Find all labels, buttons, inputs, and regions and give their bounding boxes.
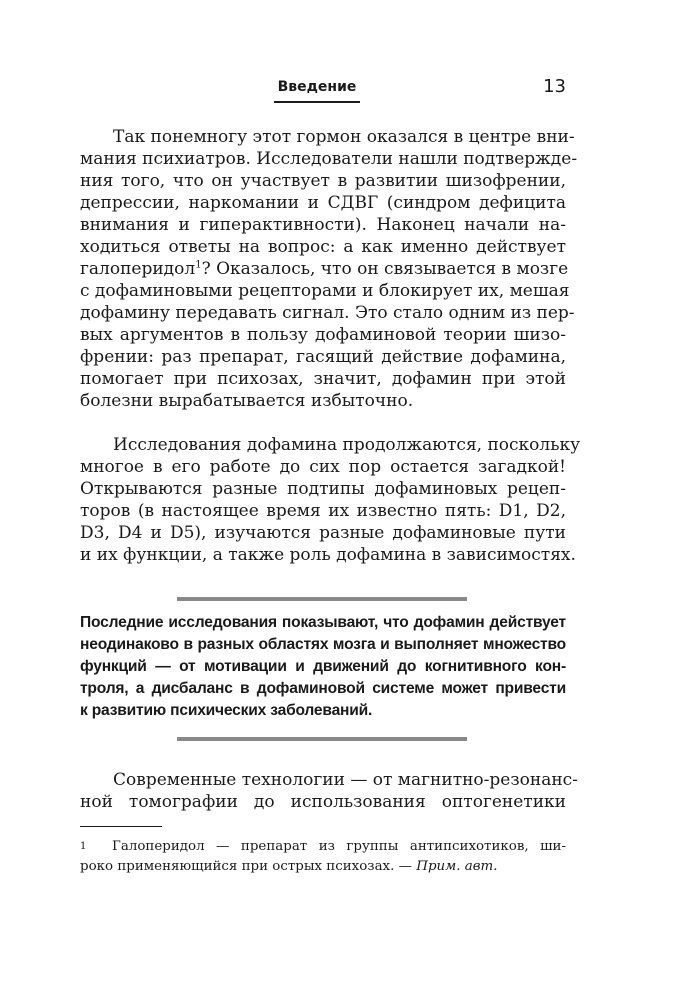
text-line: ной томографии до использования оптогенетики — [80, 792, 566, 812]
text-line: вых аргументов в пользу дофаминовой теории шизо- — [80, 325, 566, 345]
callout-line: к развитию психических заболеваний. — [80, 702, 373, 719]
text-line: Исследования дофамина продолжаются, поскольку — [113, 435, 581, 455]
text-line: ходиться ответы на вопрос: а как именно действует — [80, 237, 566, 257]
footnote-text: роко применяющийся при острых психозах. — — [80, 859, 417, 874]
callout-quote — [80, 612, 566, 722]
text-line: френии: раз препарат, гасящий действие дофамина, — [80, 347, 566, 367]
author-note: Прим. авт. — [416, 859, 498, 874]
text-line: помогает при психозах, значит, дофамин при этой — [80, 369, 566, 389]
callout-line: неодинаково в разных областях мозга и выполняет множество — [80, 636, 566, 653]
text-line: депрессии, наркомании и СДВГ (синдром дефицита — [80, 193, 566, 213]
text-line: торов (в настоящее время их известно пять: D1, D2, — [80, 501, 566, 521]
text-line: дофамину передавать сигнал. Это стало одним из пер- — [80, 303, 575, 323]
footnote-text: Галоперидол — препарат из группы антипсихотиков, ши- — [112, 839, 566, 854]
callout-line: троля, а дисбаланс в дофаминовой системе может привести — [80, 680, 566, 697]
callout-line: Последние исследования показывают, что дофамин действует — [80, 614, 566, 631]
text-line: и их функции, а также роль дофамина в зависимостях. — [80, 545, 576, 565]
paragraph-3 — [80, 769, 578, 813]
paragraph-2 — [80, 434, 581, 566]
haloperidol-word: галоперидол — [80, 259, 196, 279]
text-line: болезни вырабатывается избыточно. — [80, 391, 414, 411]
text-continuation: ? Оказалось, что он связывается в мозге — [201, 259, 569, 279]
footnote-separator — [80, 826, 162, 827]
page-number: 13 — [543, 76, 566, 97]
text-line: с дофаминовыми рецепторами и блокирует их, мешая — [80, 281, 570, 301]
footnote-number: 1 — [80, 841, 87, 852]
text-line: мания психиатров. Исследователи нашли подтвержде- — [80, 149, 578, 169]
callout-line: функций — от мотивации и движений до когнитивного кон- — [80, 658, 566, 675]
paragraph-1 — [80, 126, 578, 412]
text-line — [80, 258, 569, 280]
chapter-title: Введение — [277, 79, 357, 95]
text-line: D3, D4 и D5), изучаются разные дофаминовые пути — [80, 523, 566, 543]
text-line: Открываются разные подтипы дофаминовых рецеп- — [80, 479, 566, 499]
footnote-line — [80, 857, 566, 877]
text-line: Современные технологии — от магнитно-резонанс- — [113, 770, 578, 790]
callout-top-rule — [177, 597, 467, 601]
text-line: ния того, что он участвует в развитии шизофрении, — [80, 171, 566, 191]
text-line: многое в его работе до сих пор остается загадкой! — [80, 457, 566, 477]
footnote-line — [80, 837, 566, 857]
header-underline — [274, 101, 360, 103]
footnote-reference[interactable]: 1 — [195, 259, 202, 271]
callout-bottom-rule — [177, 737, 467, 741]
text-line: Так понемногу этот гормон оказался в центре вни- — [113, 127, 575, 147]
text-line: внимания и гиперактивности). Наконец начали на- — [80, 215, 566, 235]
footnote — [80, 837, 566, 877]
